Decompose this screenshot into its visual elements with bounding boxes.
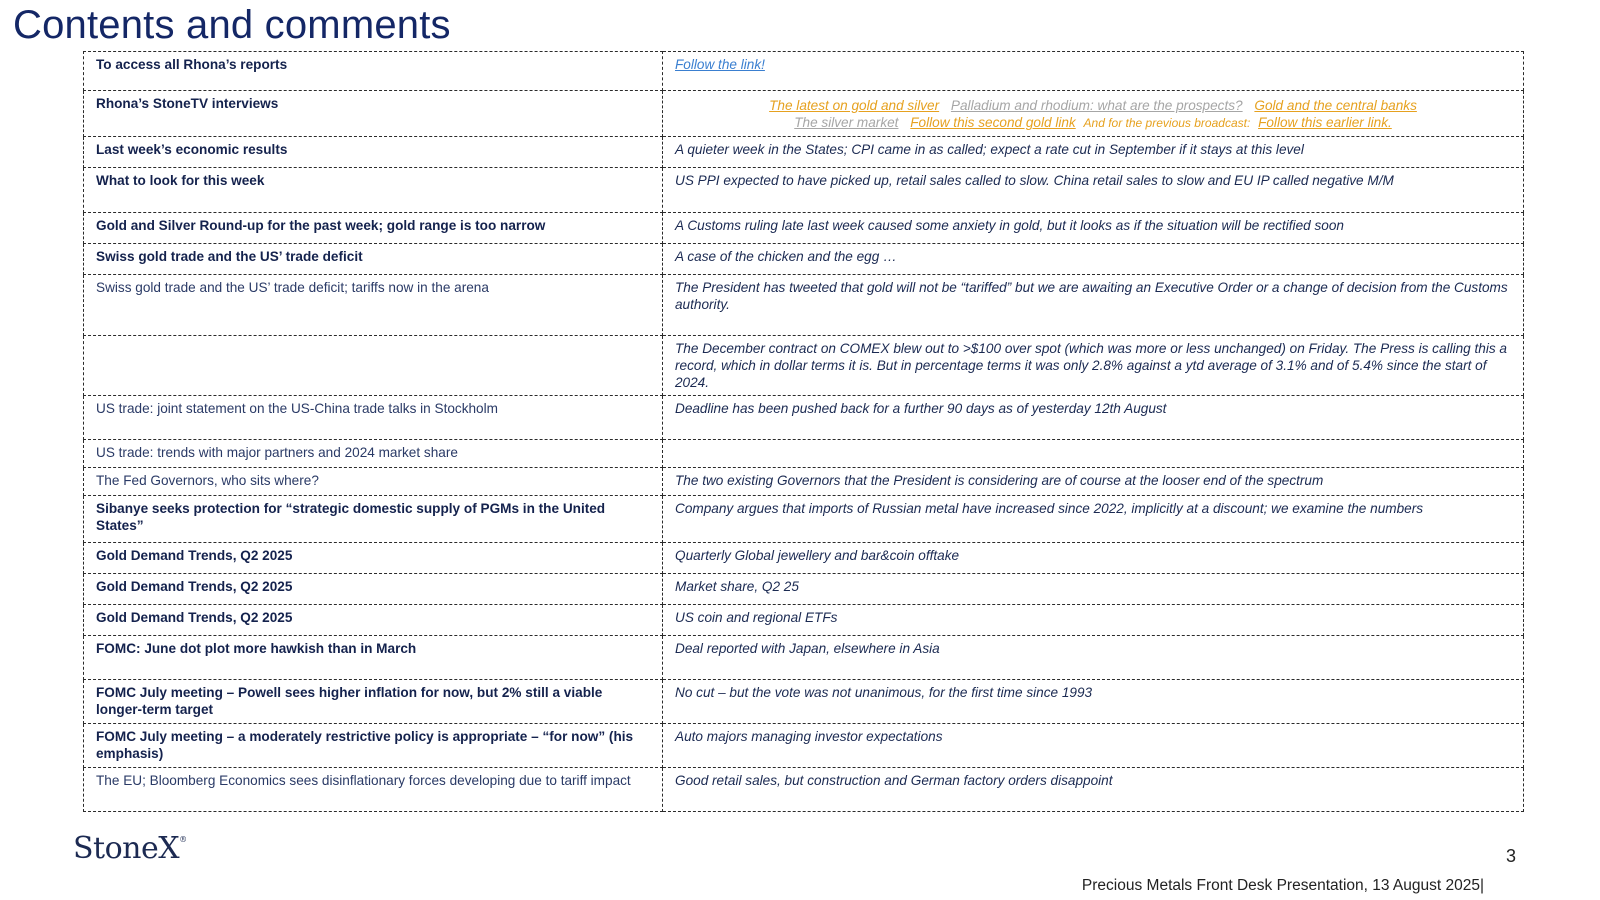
comment-cell: The December contract on COMEX blew out to >$100 over spot (which was more or less unchanged) on Friday. The Press is calling this a record, which in dollar terms it is. But in percentage terms it was only 2.8% against a ytd average of 3.1% and of 5.4% since the start of 2024. [663, 336, 1524, 396]
topic-cell: US trade: joint statement on the US-China trade talks in Stockholm [84, 396, 663, 440]
reports-link[interactable]: Follow the link! [675, 57, 765, 72]
topic-cell: Gold Demand Trends, Q2 2025 [84, 543, 663, 574]
logo-text: StoneX [73, 831, 180, 866]
comment-cell: US PPI expected to have picked up, retail sales called to slow. China retail sales to slow and EU IP called negative M/M [663, 168, 1524, 213]
topic-cell: Sibanye seeks protection for “strategic domestic supply of PGMs in the United States” [84, 496, 663, 543]
contents-table [83, 51, 1524, 812]
interviews-links-cell [663, 91, 1524, 137]
interview-link-silver-market[interactable]: The silver market [794, 115, 899, 130]
comment-cell: Quarterly Global jewellery and bar&coin offtake [663, 543, 1524, 574]
topic-cell [84, 336, 663, 396]
topic-cell: FOMC July meeting – a moderately restrictive policy is appropriate – “for now” (his emphasis) [84, 724, 663, 768]
comment-cell: The President has tweeted that gold will not be “tariffed” but we are awaiting an Executive Order or a change of decision from the Customs authority. [663, 275, 1524, 336]
footer-text: Precious Metals Front Desk Presentation, 13 August 2025| [1081, 877, 1484, 894]
registered-mark: ® [179, 835, 187, 844]
table-row [84, 275, 1524, 336]
table-row [84, 91, 1524, 137]
table-row [84, 244, 1524, 275]
table-row [84, 496, 1524, 543]
topic-cell: FOMC July meeting – Powell sees higher inflation for now, but 2% still a viable longer-term target [84, 680, 663, 724]
comment-cell: No cut – but the vote was not unanimous, for the first time since 1993 [663, 680, 1524, 724]
table-row [84, 468, 1524, 496]
comment-cell [663, 52, 1524, 91]
table-row [84, 543, 1524, 574]
interview-link-central-banks[interactable]: Gold and the central banks [1254, 98, 1417, 113]
table-row [84, 52, 1524, 91]
table-row [84, 574, 1524, 605]
comment-cell: A case of the chicken and the egg … [663, 244, 1524, 275]
topic-cell: To access all Rhona’s reports [84, 52, 663, 91]
comment-cell: Deal reported with Japan, elsewhere in Asia [663, 636, 1524, 680]
comment-cell: Auto majors managing investor expectations [663, 724, 1524, 768]
comment-cell: The two existing Governors that the President is considering are of course at the looser end of the spectrum [663, 468, 1524, 496]
table-row [84, 137, 1524, 168]
table-row [84, 605, 1524, 636]
page-number: 3 [1506, 846, 1517, 866]
table-row [84, 768, 1524, 812]
topic-cell: Gold and Silver Round-up for the past week; gold range is too narrow [84, 213, 663, 244]
interview-link-gold-silver[interactable]: The latest on gold and silver [769, 98, 940, 113]
topic-cell: Last week’s economic results [84, 137, 663, 168]
previous-broadcast-label: And for the previous broadcast: [1083, 116, 1251, 130]
table-row [84, 213, 1524, 244]
table-row [84, 336, 1524, 396]
topic-cell: The Fed Governors, who sits where? [84, 468, 663, 496]
topic-cell: What to look for this week [84, 168, 663, 213]
stonex-logo [73, 831, 187, 866]
topic-cell: Gold Demand Trends, Q2 2025 [84, 605, 663, 636]
table-row [84, 724, 1524, 768]
table-row [84, 168, 1524, 213]
topic-cell: US trade: trends with major partners and 2024 market share [84, 440, 663, 468]
interview-link-second-gold[interactable]: Follow this second gold link [910, 115, 1076, 130]
topic-cell: The EU; Bloomberg Economics sees disinflationary forces developing due to tariff impact [84, 768, 663, 812]
table-row [84, 680, 1524, 724]
topic-cell: Swiss gold trade and the US’ trade deficit [84, 244, 663, 275]
interview-link-earlier[interactable]: Follow this earlier link. [1258, 115, 1392, 130]
topic-cell: Swiss gold trade and the US’ trade deficit; tariffs now in the arena [84, 275, 663, 336]
comment-cell [663, 440, 1524, 468]
comment-cell: Company argues that imports of Russian metal have increased since 2022, implicitly at a discount; we examine the numbers [663, 496, 1524, 543]
comment-cell: A quieter week in the States; CPI came in as called; expect a rate cut in September if it stays at this level [663, 137, 1524, 168]
page-title: Contents and comments [13, 3, 451, 47]
topic-cell: Gold Demand Trends, Q2 2025 [84, 574, 663, 605]
comment-cell: A Customs ruling late last week caused some anxiety in gold, but it looks as if the situation will be rectified soon [663, 213, 1524, 244]
comment-cell: Good retail sales, but construction and German factory orders disappoint [663, 768, 1524, 812]
topic-cell: FOMC: June dot plot more hawkish than in March [84, 636, 663, 680]
comment-cell: Market share, Q2 25 [663, 574, 1524, 605]
topic-cell: Rhona’s StoneTV interviews [84, 91, 663, 137]
table-row [84, 636, 1524, 680]
comment-cell: Deadline has been pushed back for a further 90 days as of yesterday 12th August [663, 396, 1524, 440]
interview-link-palladium-rhodium[interactable]: Palladium and rhodium: what are the prospects? [950, 98, 1243, 113]
comment-cell: US coin and regional ETFs [663, 605, 1524, 636]
table-row [84, 440, 1524, 468]
table-row [84, 396, 1524, 440]
